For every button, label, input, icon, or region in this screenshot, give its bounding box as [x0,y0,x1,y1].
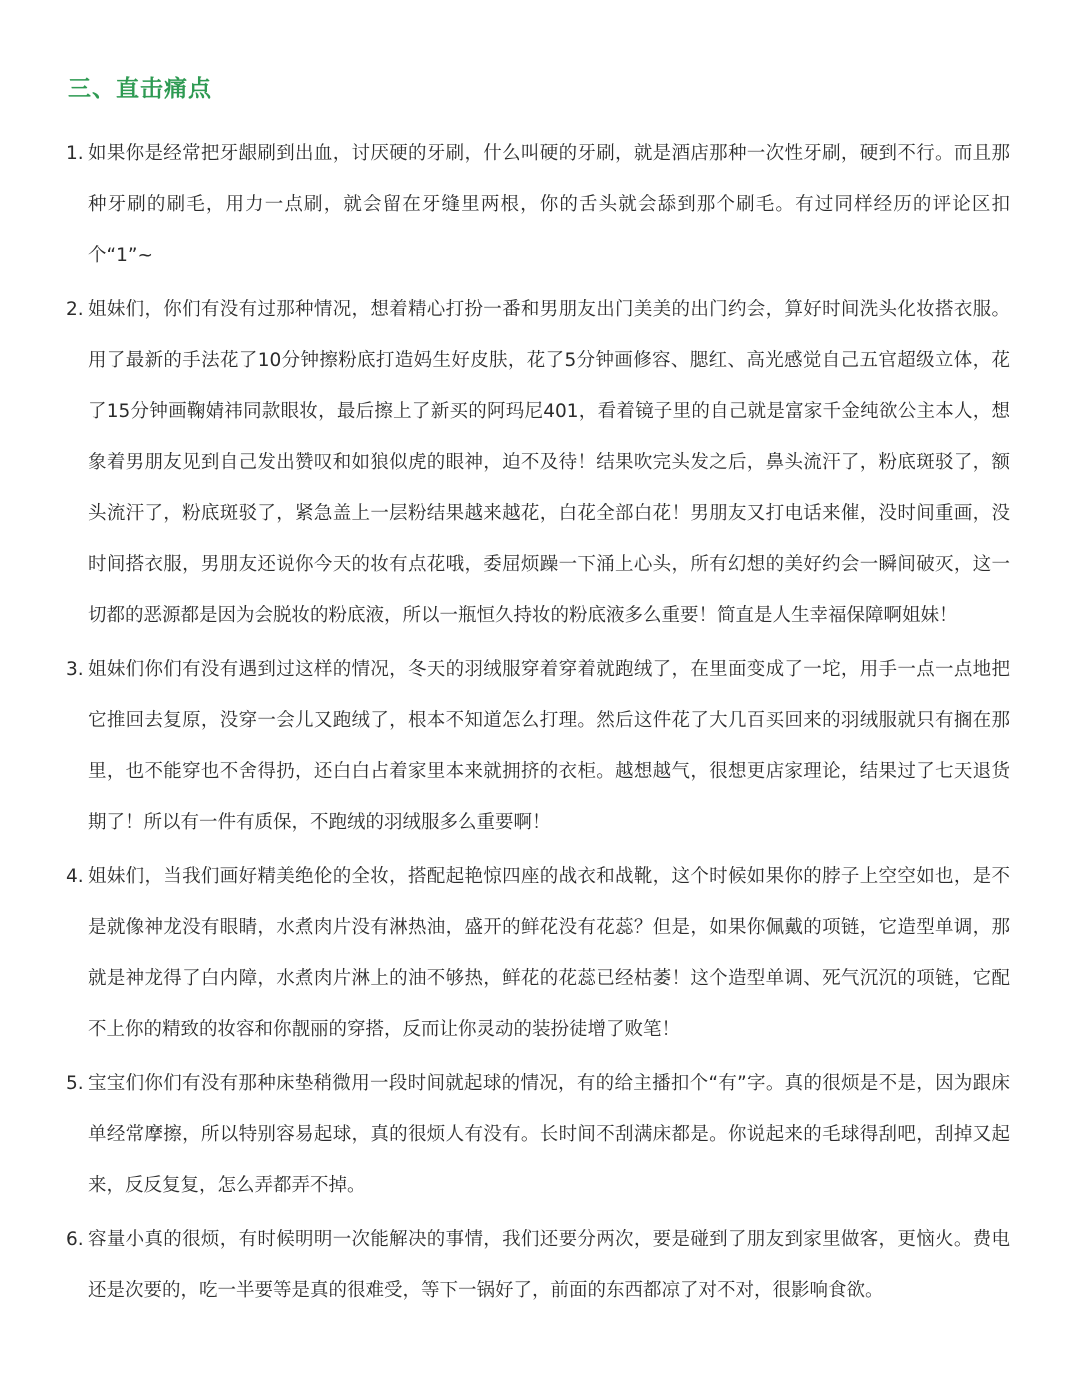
list-item [68,128,1010,281]
list-item [68,851,1010,1055]
list-item-text: 姐妹们，你们有没有过那种情况，想着精心打扮一番和男朋友出门美美的出门约会，算好时间洗头化妆搭衣服。用了最新的手法花了10分钟擦粉底打造妈生好皮肤，花了5分钟画修容、腮红、高光感觉自己五官超级立体，花了15分钟画鞠婧祎同款眼妆，最后擦上了新买的阿玛尼401，看着镜子里的自己就是富家千金纯欲公主本人，想象着男朋友见到自己发出赞叹和如狼似虎的眼神，迫不及待！结果吹完头发之后，鼻头流汗了，粉底斑驳了，额头流汗了，粉底斑驳了，紧急盖上一层粉结果越来越花，白花全部白花！男朋友又打电话来催，没时间重画，没时间搭衣服，男朋友还说你今天的妆有点花哦，委屈烦躁一下涌上心头，所有幻想的美好约会一瞬间破灭，这一切都的恶源都是因为会脱妆的粉底液，所以一瓶恒久持妆的粉底液多么重要！简直是人生幸福保障啊姐妹！ [88,299,1010,626]
list-item [68,644,1010,848]
list-item-number: 4. [66,866,84,887]
pain-point-list [68,128,1010,1316]
list-item-text: 姐妹们，当我们画好精美绝伦的全妆，搭配起艳惊四座的战衣和战靴，这个时候如果你的脖子上空空如也，是不是就像神龙没有眼睛，水煮肉片没有淋热油，盛开的鲜花没有花蕊？但是，如果你佩戴的项链，它造型单调，那就是神龙得了白内障，水煮肉片淋上的油不够热，鲜花的花蕊已经枯萎！这个造型单调、死气沉沉的项链，它配不上你的精致的妆容和你靓丽的穿搭，反而让你灵动的装扮徒增了败笔！ [88,866,1010,1040]
list-item-text: 宝宝们你们有没有那种床垫稍微用一段时间就起球的情况，有的给主播扣个“有”字。真的很烦是不是，因为跟床单经常摩擦，所以特别容易起球，真的很烦人有没有。长时间不刮满床都是。你说起来的毛球得刮吧，刮掉又起来，反反复复，怎么弄都弄不掉。 [88,1073,1010,1196]
list-item-number: 3. [66,659,84,680]
list-item [68,1214,1010,1316]
list-item-number: 2. [66,299,84,320]
list-item-number: 6. [66,1229,84,1250]
list-item-number: 5. [66,1073,84,1094]
list-item-text: 容量小真的很烦，有时候明明一次能解决的事情，我们还要分两次，要是碰到了朋友到家里做客，更恼火。费电还是次要的，吃一半要等是真的很难受，等下一锅好了，前面的东西都凉了对不对，很影响食欲。 [88,1229,1010,1301]
section-title: 三、直击痛点 [68,76,212,102]
list-item [68,1058,1010,1211]
list-item-text: 姐妹们你们有没有遇到过这样的情况，冬天的羽绒服穿着穿着就跑绒了，在里面变成了一坨，用手一点一点地把它推回去复原，没穿一会儿又跑绒了，根本不知道怎么打理。然后这件花了大几百买回来的羽绒服就只有搁在那里，也不能穿也不舍得扔，还白白占着家里本来就拥挤的衣柜。越想越气，很想更店家理论，结果过了七天退货期了！所以有一件有质保，不跑绒的羽绒服多么重要啊！ [88,659,1010,833]
list-item [68,284,1010,641]
list-item-number: 1. [66,143,84,164]
list-item-text: 如果你是经常把牙龈刷到出血，讨厌硬的牙刷，什么叫硬的牙刷，就是酒店那种一次性牙刷，硬到不行。而且那种牙刷的刷毛，用力一点刷，就会留在牙缝里两根，你的舌头就会舔到那个刷毛。有过同样经历的评论区扣个“1”~ [88,143,1010,266]
